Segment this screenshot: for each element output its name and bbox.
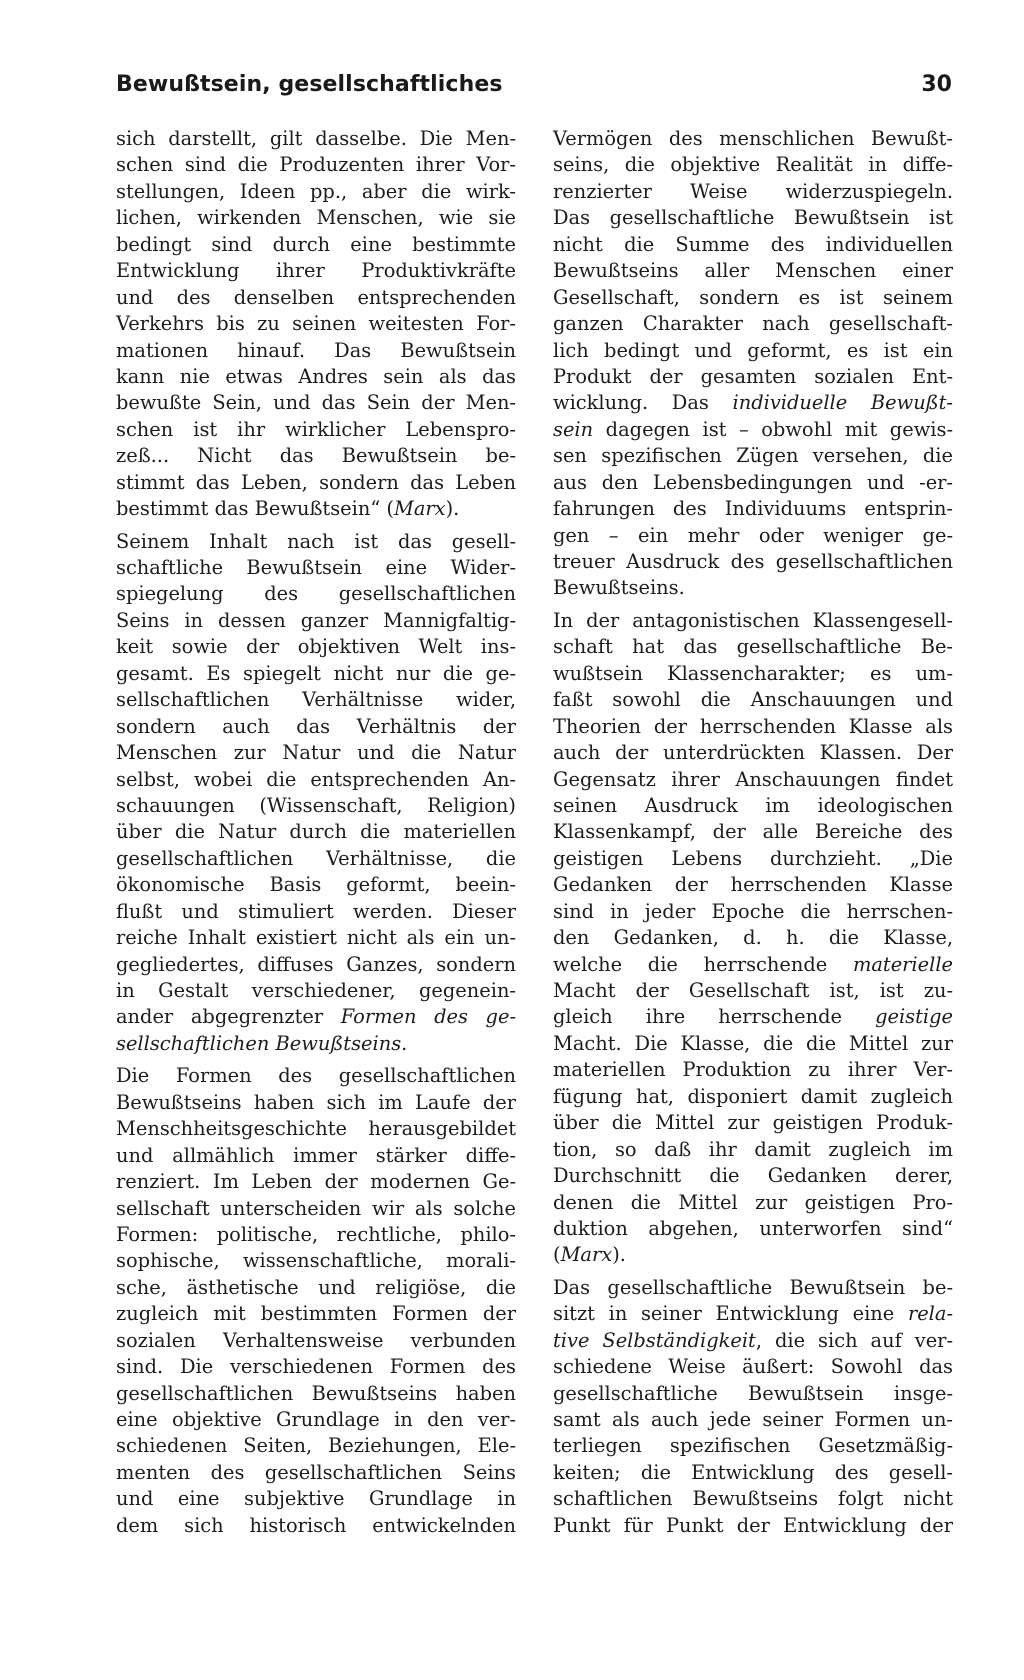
- text-line: ökonomische Basis geformt, beein-: [116, 873, 516, 897]
- text-line: duktion abgehen, unterworfen sind“: [553, 1216, 953, 1240]
- text-line: aus den Lebensbedingungen und -er-: [553, 470, 953, 494]
- text-line: sophische, wissenschaftliche, morali-: [116, 1249, 516, 1273]
- text-line: Verkehrs bis zu seinen weitesten For-: [116, 312, 516, 336]
- right-column: [553, 126, 953, 1539]
- text-line: schaftlichen Bewußtseins folgt nicht: [553, 1487, 953, 1511]
- text-segment: dagegen ist – obwohl mit gewis-: [593, 417, 953, 441]
- text-line: treuer Ausdruck des gesellschaftlichen: [553, 550, 953, 573]
- text-line: gesellschaftlichen Bewußtseins haben: [116, 1381, 516, 1405]
- text-line: Durchschnitt die Gedanken derer,: [553, 1164, 953, 1188]
- text-line: Das gesellschaftliche Bewußtsein ist: [553, 206, 953, 230]
- text-line: Entwicklung ihrer Produktivkräfte: [116, 259, 516, 283]
- text-line: sind in jeder Epoche die herrschen-: [553, 899, 953, 923]
- text-line: zeß... Nicht das Bewußtsein be-: [116, 444, 516, 468]
- text-segment: bestimmt das Bewußtsein“ (: [116, 497, 394, 521]
- text-segment: ander abgegrenzter: [116, 1005, 341, 1029]
- italic-term: Formen des ge-: [340, 1005, 516, 1029]
- paragraph-6: [553, 1275, 953, 1539]
- text-line: sich darstellt, gilt dasselbe. Die Men-: [116, 127, 516, 150]
- text-line: reiche Inhalt existiert nicht als ein un-: [116, 926, 516, 950]
- text-line: Klassenkampf, der alle Bereiche des: [553, 820, 953, 844]
- text-segment: , die sich auf ver-: [755, 1328, 954, 1352]
- text-line: ganzen Charakter nach gesellschaft-: [553, 312, 953, 336]
- text-line: Produkt der gesamten sozialen Ent-: [553, 364, 953, 388]
- left-column: [116, 126, 516, 1539]
- text-line: samt als auch jede seiner Formen un-: [553, 1408, 953, 1431]
- text-line: sellschaftlichen Verhältnisse wider,: [116, 688, 516, 712]
- text-line: seins, die objektive Realität in diffe-: [553, 153, 953, 177]
- text-line: lichen, wirkenden Menschen, wie sie: [116, 206, 516, 230]
- text-line: sen spezifischen Zügen versehen, die: [553, 444, 953, 468]
- text-segment: ).: [612, 1243, 626, 1267]
- text-line: Menschen zur Natur und die Natur: [116, 741, 516, 765]
- text-line: Theorien der herrschenden Klasse als: [553, 714, 953, 738]
- text-line: lich bedingt und geformt, es ist ein: [553, 338, 953, 362]
- text-line: kann nie etwas Andres sein als das: [116, 364, 516, 388]
- text-line: schaftliche Bewußtsein eine Wider-: [116, 556, 516, 579]
- paragraph-4: [553, 126, 953, 602]
- text-line: [553, 1328, 953, 1354]
- text-line: sind. Die verschiedenen Formen des: [116, 1355, 516, 1379]
- text-line: schen ist ihr wirklicher Lebenspro-: [116, 417, 516, 441]
- text-segment: sitzt in seiner Entwicklung eine: [553, 1302, 908, 1326]
- text-line: materiellen Produktion zu ihrer Ver-: [553, 1058, 953, 1082]
- text-line: schen sind die Produzenten ihrer Vor-: [116, 153, 516, 177]
- text-line: und des denselben entsprechenden: [116, 285, 516, 309]
- text-line: flußt und stimuliert werden. Dieser: [116, 899, 516, 923]
- text-line: Gedanken der herrschenden Klasse: [553, 873, 953, 897]
- text-line: Punkt für Punkt der Entwicklung der: [553, 1513, 953, 1537]
- text-line: renziert. Im Leben der modernen Ge-: [116, 1170, 516, 1194]
- text-line: schiedenen Seiten, Beziehungen, Ele-: [116, 1434, 516, 1458]
- text-line: schiedene Weise äußert: Sowohl das: [553, 1355, 953, 1379]
- text-line: Seins in dessen ganzer Mannigfaltig-: [116, 608, 516, 632]
- text-line: schaft hat das gesellschaftliche Be-: [553, 635, 953, 659]
- text-line: Menschheitsgeschichte herausgebildet: [116, 1117, 516, 1141]
- text-line: In der antagonistischen Klassengesell-: [553, 608, 953, 632]
- text-segment: ).: [445, 497, 460, 521]
- text-line: [553, 1004, 953, 1030]
- text-line: gegliedertes, diffuses Ganzes, sondern: [116, 952, 516, 976]
- text-line: gesellschaftlichen Verhältnisse, die: [116, 846, 516, 870]
- text-line: über die Mittel zur geistigen Produk-: [553, 1111, 953, 1135]
- text-line: gesamt. Es spiegelt nicht nur die ge-: [116, 661, 516, 685]
- text-line: schauungen (Wissenschaft, Religion): [116, 793, 516, 817]
- text-line: gen – ein mehr oder weniger ge-: [553, 523, 953, 547]
- text-line: dem sich historisch entwickelnden: [116, 1513, 516, 1537]
- text-line: Formen: politische, rechtliche, philo-: [116, 1222, 516, 1246]
- text-line: [553, 390, 953, 416]
- text-line: [116, 496, 516, 522]
- text-line: renzierter Weise widerzuspiegeln.: [553, 179, 953, 203]
- text-line: Macht der Gesellschaft ist, ist zu-: [553, 979, 953, 1002]
- text-segment: gleich ihre herrschende: [553, 1005, 876, 1029]
- italic-term: materielle: [852, 952, 953, 976]
- text-line: denen die Mittel zur geistigen Pro-: [553, 1190, 953, 1214]
- italic-term: sellschaftlichen Bewußtseins: [116, 1031, 402, 1055]
- text-segment: (: [553, 1243, 561, 1267]
- text-line: zugleich mit bestimmten Formen der: [116, 1302, 516, 1326]
- paragraph-5: [553, 608, 953, 1269]
- italic-term: sein: [553, 417, 594, 441]
- text-segment: welche die herrschende: [553, 952, 853, 976]
- text-line: Vermögen des menschlichen Bewußt-: [553, 127, 953, 150]
- text-line: fahrungen des Individuums entsprin-: [553, 497, 953, 521]
- text-line: [116, 1031, 516, 1057]
- running-header-title: Bewußtsein, gesellschaftliches: [116, 72, 503, 97]
- text-line: Gegensatz ihrer Anschauungen findet: [553, 767, 953, 791]
- text-line: tion, so daß ihr damit zugleich im: [553, 1137, 953, 1161]
- text-line: keiten; die Entwicklung des gesell-: [553, 1460, 953, 1484]
- text-line: nicht die Summe des individuellen: [553, 232, 953, 256]
- text-line: seinen Ausdruck im ideologischen: [553, 793, 953, 817]
- text-line: sellschaft unterscheiden wir als solche: [116, 1196, 516, 1220]
- text-segment: .: [401, 1031, 408, 1055]
- paragraph-2: [116, 529, 516, 1058]
- text-line: Bewußtseins.: [553, 576, 685, 600]
- text-line: eine objektive Grundlage in den ver-: [116, 1408, 516, 1431]
- text-line: faßt sowohl die Anschauungen und: [553, 688, 953, 712]
- text-line: und eine subjektive Grundlage in: [116, 1487, 516, 1511]
- text-line: über die Natur durch die materiellen: [116, 820, 516, 844]
- page-number: 30: [921, 72, 952, 97]
- text-line: stellungen, Ideen pp., aber die wirk-: [116, 179, 516, 203]
- text-line: [553, 1301, 953, 1327]
- text-line: selbst, wobei die entsprechenden An-: [116, 767, 516, 791]
- text-line: Das gesellschaftliche Bewußtsein be-: [553, 1275, 953, 1299]
- italic-author: Marx: [393, 497, 446, 521]
- text-line: sozialen Verhaltensweise verbunden: [116, 1328, 516, 1352]
- text-line: den Gedanken, d. h. die Klasse,: [553, 926, 953, 950]
- text-line: bedingt sind durch eine bestimmte: [116, 232, 516, 256]
- text-line: menten des gesellschaftlichen Seins: [116, 1460, 516, 1484]
- italic-term: individuelle Bewußt-: [732, 391, 953, 415]
- text-line: Bewußtseins haben sich im Laufe der: [116, 1090, 516, 1114]
- text-line: sondern auch das Verhältnis der: [116, 714, 516, 738]
- italic-author: Marx: [560, 1243, 613, 1267]
- text-line: spiegelung des gesellschaftlichen: [116, 582, 516, 606]
- text-line: keit sowie der objektiven Welt ins-: [116, 635, 516, 659]
- text-line: in Gestalt verschiedener, gegenein-: [116, 979, 516, 1002]
- text-line: Seinem Inhalt nach ist das gesell-: [116, 529, 516, 553]
- text-line: terliegen spezifischen Gesetzmäßig-: [553, 1434, 953, 1458]
- text-line: [553, 1242, 953, 1268]
- italic-term: geistige: [875, 1005, 953, 1029]
- text-line: mationen hinauf. Das Bewußtsein: [116, 338, 516, 362]
- text-line: gesellschaftliche Bewußtsein insge-: [553, 1381, 953, 1405]
- italic-term: tive Selbständigkeit: [553, 1328, 756, 1352]
- text-line: [553, 417, 953, 443]
- text-line: sche, ästhetische und religiöse, die: [116, 1275, 516, 1299]
- text-line: auch der unterdrückten Klassen. Der: [553, 741, 953, 765]
- text-line: [116, 1004, 516, 1030]
- text-line: bewußte Sein, und das Sein der Men-: [116, 391, 516, 415]
- text-line: stimmt das Leben, sondern das Leben: [116, 470, 516, 494]
- italic-term: rela-: [907, 1302, 953, 1326]
- text-line: Bewußtseins aller Menschen einer: [553, 259, 953, 283]
- text-line: [553, 952, 953, 978]
- text-line: Macht. Die Klasse, die die Mittel zur: [553, 1031, 953, 1055]
- text-line: wußtsein Klassencharakter; es um-: [553, 661, 953, 685]
- paragraph-1: [116, 126, 516, 523]
- paragraph-3: [116, 1063, 516, 1539]
- text-line: Die Formen des gesellschaftlichen: [116, 1064, 516, 1088]
- text-line: und allmählich immer stärker diffe-: [116, 1143, 516, 1167]
- text-line: fügung hat, disponiert damit zugleich: [553, 1084, 953, 1108]
- text-line: Gesellschaft, sondern es ist seinem: [553, 285, 953, 309]
- text-segment: wicklung. Das: [553, 391, 733, 415]
- text-line: geistigen Lebens durchzieht. „Die: [553, 846, 953, 870]
